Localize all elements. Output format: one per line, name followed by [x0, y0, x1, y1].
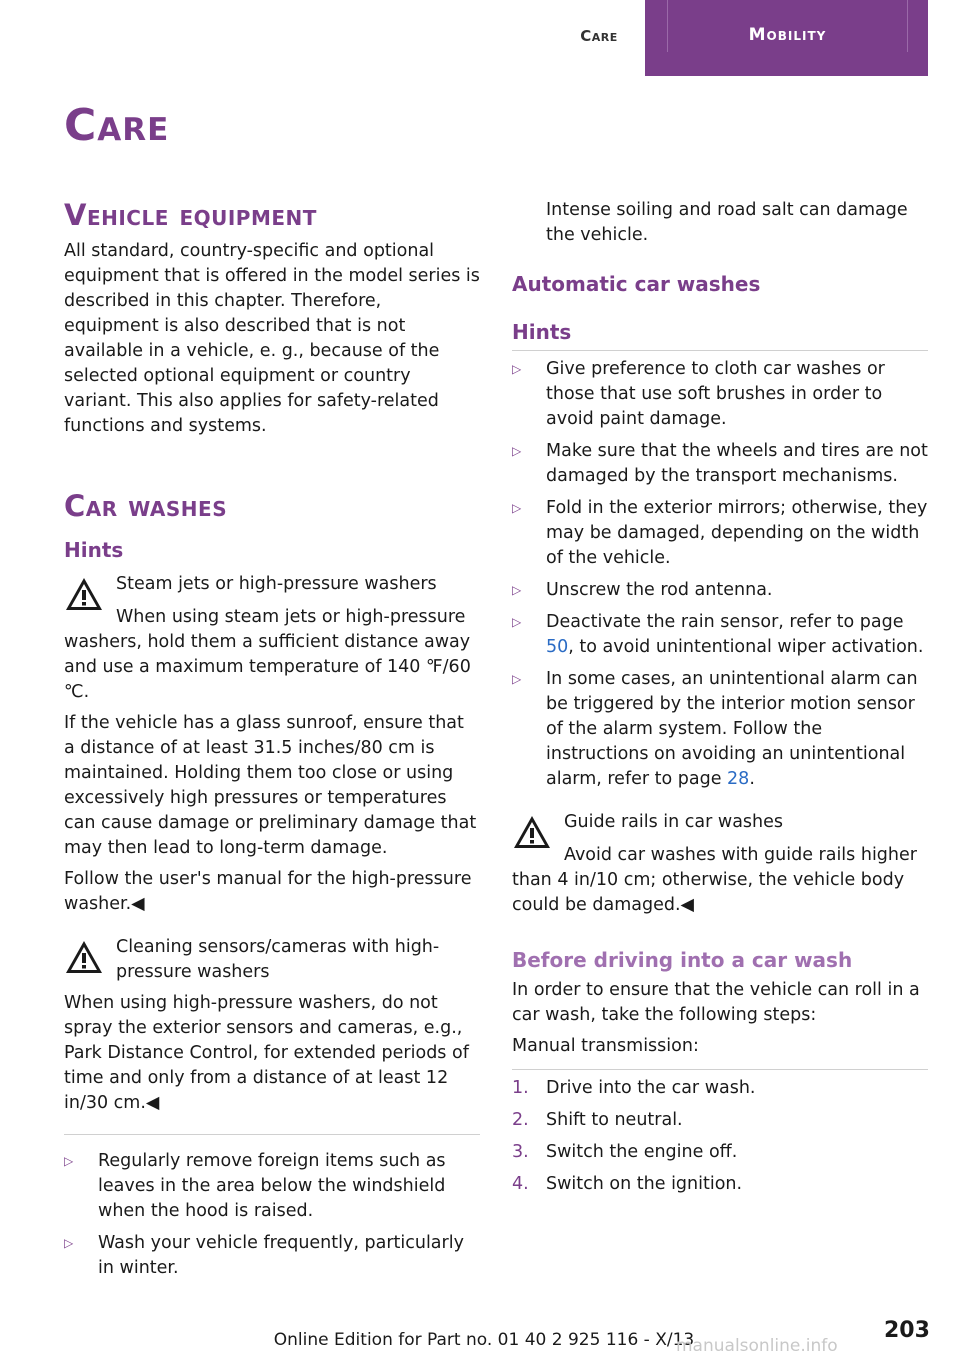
header-tab-mobility-label: Mobility — [667, 0, 908, 52]
watermark: manualsonline.info — [676, 1336, 838, 1356]
list-item: 4. Switch on the ignition. — [512, 1174, 743, 1194]
warning-body: When using high-pressure washers, do not spray the exterior sensors and cameras, e.g., Park Distance Control, for extended periods of time and only from a distance of at least 12 in/30 cm.◀ — [64, 992, 469, 1113]
bullet-triangle-icon: ▷ — [512, 583, 522, 597]
subheading-hints: Hints — [512, 320, 572, 344]
subheading-hints: Hints — [64, 537, 124, 562]
bullet-triangle-icon: ▷ — [64, 1235, 74, 1250]
steps-list — [512, 1076, 928, 1197]
continued-bullet-text: Intense soiling and road salt can damage the vehicle. — [546, 200, 908, 245]
chapter-title: Care — [64, 100, 170, 151]
before-driving-body: In order to ensure that the vehicle can roll in a car wash, take the following steps: — [512, 980, 920, 1025]
right-column — [512, 198, 928, 1197]
list-item: ▷ Unscrew the rod antenna. — [512, 578, 928, 603]
bullet-triangle-icon: ▷ — [512, 362, 522, 376]
bullet-triangle-icon: ▷ — [512, 672, 522, 686]
list-item: ▷ Fold in the exterior mirrors; otherwise, they may be damaged, depending on the width of the vehicle. — [512, 498, 928, 568]
list-item: ▷ Make sure that the wheels and tires are not damaged by the transport mechanisms. — [512, 441, 928, 486]
subheading-before-driving: Before driving into a car wash — [512, 948, 853, 972]
left-column — [64, 198, 480, 1281]
section-heading-car-washes: Car washes — [64, 488, 228, 523]
warning-triangle-icon — [64, 576, 104, 614]
warning-cleaning-sensors — [64, 935, 480, 1116]
page-number: 203 — [884, 1318, 930, 1343]
warning-steam-jets — [64, 572, 480, 917]
bullet-triangle-icon: ▷ — [512, 615, 522, 629]
vehicle-equipment-body: All standard, country-specific and optional equipment that is offered in the model series is described in this chapter. Therefore, equipment is also described that is not available in a vehicle, e. g., because of the selected optional equipment or country variant. This also applies for safety-related functions and systems. — [64, 240, 480, 436]
manual-transmission-label: Manual transmission: — [512, 1036, 699, 1056]
list-item: ▷ Wash your vehicle frequently, particularly in winter. — [64, 1232, 464, 1278]
header-tab-care: Care — [580, 27, 618, 45]
bullet-triangle-icon: ▷ — [64, 1153, 74, 1168]
list-item: 3. Switch the engine off. — [512, 1142, 738, 1162]
page-link[interactable]: 28 — [727, 769, 750, 789]
warning-guide-rails — [512, 810, 928, 918]
bullet-triangle-icon: ▷ — [512, 444, 522, 458]
warning-body: Avoid car washes with guide rails higher than 4 in/10 cm; otherwise, the vehicle body could be damaged.◀ — [512, 845, 917, 915]
footer-edition: Online Edition for Part no. 01 40 2 925 116 - X/13 — [273, 1330, 695, 1350]
warning-title: Guide rails in car washes — [564, 812, 784, 832]
warning-body: When using steam jets or high-pressure washers, hold them a sufficient distance away and use a maximum temperature of 140 ℉/60 ℃. — [64, 606, 471, 702]
warning-body: If the vehicle has a glass sunroof, ensure that a distance of at least 31.5 inches/80 cm is maintained. Holding them too close or using excessively high pressures or temperatures can cause damage or preliminary damage that may then lead to long-term damage. — [64, 712, 477, 858]
warning-title: Steam jets or high-pressure washers — [116, 573, 437, 594]
list-item: 2. Shift to neutral. — [512, 1110, 683, 1130]
list-item: ▷ In some cases, an unintentional alarm can be triggered by the interior motion sensor of the alarm system. Follow the instructions on avoiding an unintentional alarm, refer to page 28. — [512, 669, 918, 789]
subheading-automatic-car-washes: Automatic car washes — [512, 272, 761, 296]
section-heading-vehicle-equipment: Vehicle equipment — [64, 198, 317, 232]
list-item: 1. Drive into the car wash. — [512, 1078, 756, 1098]
bullet-triangle-icon: ▷ — [512, 501, 522, 515]
right-bullet-list — [512, 357, 928, 792]
left-bullet-list — [64, 1149, 480, 1281]
header-tab-mobility — [645, 0, 928, 76]
warning-triangle-icon — [512, 814, 552, 852]
warning-triangle-icon — [64, 939, 104, 977]
list-item: ▷ Regularly remove foreign items such as leaves in the area below the windshield when the hood is raised. — [64, 1150, 446, 1221]
warning-body: Follow the user's manual for the high-pressure washer.◀ — [64, 868, 472, 914]
page-link[interactable]: 50 — [546, 637, 569, 657]
warning-title: Cleaning sensors/cameras with high-pressure washers — [116, 936, 440, 982]
list-item: ▷ Deactivate the rain sensor, refer to page 50, to avoid unintentional wiper activation. — [512, 612, 924, 657]
list-item: ▷ Give preference to cloth car washes or those that use soft brushes in order to avoid paint damage. — [512, 359, 885, 429]
